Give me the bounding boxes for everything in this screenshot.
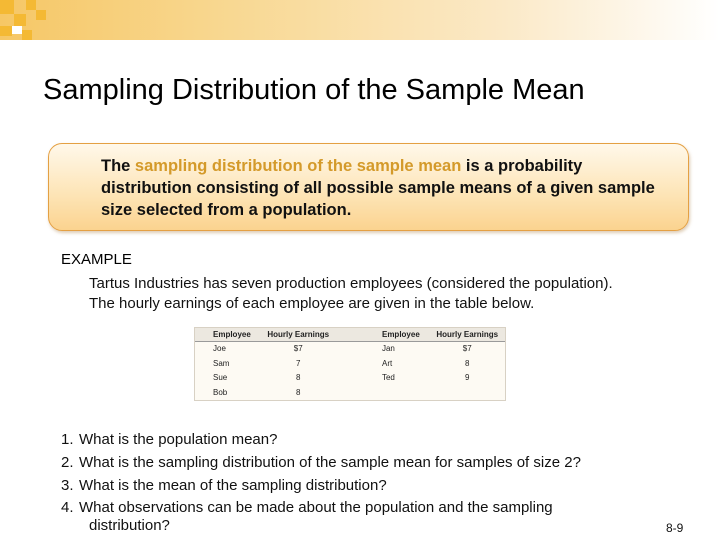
list-item [61,451,661,474]
top-decoration-bar [0,0,720,40]
definition-part1: The [101,157,135,175]
column-header: Hourly Earnings [260,328,336,342]
table-cell: Art [381,358,393,368]
decoration-square [0,0,14,14]
page-number: 8-9 [666,521,684,535]
column-header: Employee [364,328,429,342]
question-text: What observations can be made about the population and the sampling [79,499,553,516]
question-number: 1. [61,431,74,448]
question-text: What is the sampling distribution of the sample mean for samples of size 2? [79,454,581,471]
table-cell: 8 [296,373,301,383]
table-cell: Bob [213,387,228,397]
table-cell: Joe [213,344,226,354]
table-row [195,386,505,401]
table-cell: Sue [213,373,228,383]
table-cell [364,386,429,401]
table-cell: Sam [213,358,230,368]
table-cell: $7 [462,344,472,354]
example-text: Tartus Industries has seven production employees (considered the population). The hourly earnings of each employee are given in the table below. [89,275,613,312]
earnings-table [195,328,505,400]
decoration-square [26,0,36,10]
question-number: 3. [61,477,74,494]
question-text-continued: distribution? [89,517,170,534]
column-header: Hourly Earnings [429,328,505,342]
table-cell: 8 [296,387,301,397]
table-cell: 8 [465,358,470,368]
page-title: Sampling Distribution of the Sample Mean [43,74,585,106]
decoration-square [14,14,26,26]
table-cell: Ted [381,373,395,383]
decoration-square [12,26,22,34]
list-item [61,474,661,497]
table-cell: 7 [296,358,301,368]
definition-highlight: sampling distribution of the sample mean [134,157,462,175]
list-item [61,428,661,451]
question-text: What is the population mean? [79,431,278,448]
table-cell: $7 [293,344,303,354]
question-list [61,428,661,535]
decoration-square [36,10,46,20]
decoration-square [0,26,12,36]
question-number: 4. [61,499,74,516]
question-text: What is the mean of the sampling distribution? [79,477,387,494]
column-header: Employee [195,328,260,342]
table-header-row [195,328,505,342]
decoration-square [22,30,32,40]
table-cell [429,386,505,401]
table-row [195,371,505,385]
question-number: 2. [61,454,74,471]
definition-part2: is a probability distribution consisting of all possible sample means of a given sample size selected from a population. [101,157,655,219]
table-row [195,342,505,357]
table-row [195,357,505,371]
table-cell: Jan [381,344,395,354]
list-item [61,499,661,535]
example-heading: EXAMPLE [61,251,132,268]
table-cell: 9 [465,373,470,383]
definition-text [101,155,671,221]
definition-box [48,143,689,231]
